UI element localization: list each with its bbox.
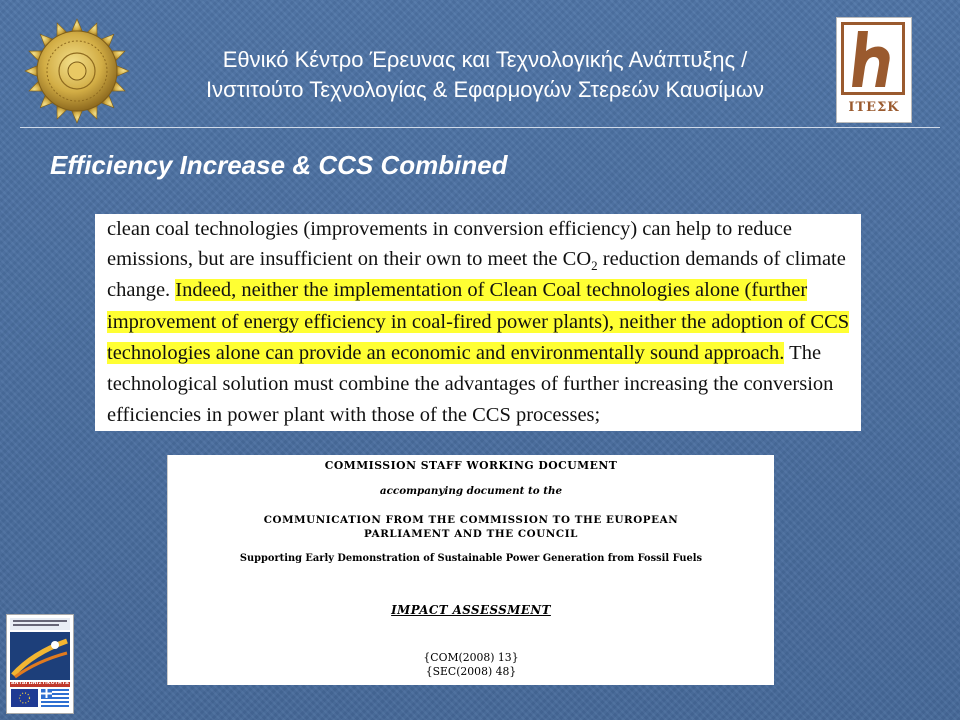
quote-highlighted-text: improvement of energy efficiency in coal-fired power plants), neither the adoption of CCS — [107, 311, 850, 333]
doc-impact-assessment: IMPACT ASSESSMENT — [391, 603, 551, 617]
itesk-logo-mark — [841, 22, 905, 95]
quote-line — [107, 400, 849, 430]
quote-text: clean coal technologies (improvements in conversion efficiency) can help to reduce — [107, 218, 792, 240]
institution-name-line1: Εθνικό Κέντρο Έρευνας και Τεχνολογικής Ανάπτυξης / — [222, 47, 748, 72]
quote-text: technological solution must combine the advantages of further increasing the conversion — [107, 373, 834, 395]
quote-text: efficiencies in power plant with those of the CCS processes; — [107, 404, 601, 426]
quote-highlighted-text: Indeed, neither the implementation of Clean Coal technologies alone (further — [175, 279, 808, 301]
doc-subject: Supporting Early Demonstration of Sustainable Power Generation from Fossil Fuels — [239, 553, 703, 564]
quote-text: reduction demands of climate — [597, 248, 846, 270]
sun-emblem-logo — [22, 16, 132, 126]
quote-line — [107, 214, 849, 244]
doc-reference-sec: {SEC(2008) 48} — [425, 665, 517, 678]
quote-line — [107, 275, 849, 305]
quote-text: change. — [107, 279, 176, 301]
quote-highlighted-text: technologies alone can provide an economic and environmentally sound approach. — [107, 342, 785, 364]
quote-line — [107, 307, 849, 337]
quote-text: The — [784, 342, 822, 364]
commission-document-image — [167, 455, 774, 685]
doc-heading: COMMISSION STAFF WORKING DOCUMENT — [324, 459, 618, 472]
quote-text: emissions, but are insufficient on their own to meet the CO — [107, 248, 592, 270]
doc-reference-com: {COM(2008) 13} — [423, 651, 519, 664]
quote-subscript: 2 — [591, 258, 598, 274]
institution-name-line2: Ινστιτούτο Τεχνολογίας & Εφαρμογών Στερεών Καυσίμων — [206, 77, 764, 102]
quote-line — [107, 244, 849, 274]
itesk-logo — [836, 17, 912, 123]
competitiveness-program-logo — [6, 614, 74, 714]
header-divider — [20, 127, 940, 128]
program-logo-caption: ΑΝΤΑΓΩΝΙΣΤΙΚΟΤΗΤΑ — [11, 681, 69, 686]
slide-title: Efficiency Increase & CCS Combined — [50, 150, 508, 180]
quote-excerpt-image — [95, 214, 861, 431]
quote-line — [107, 338, 849, 368]
doc-communication-line2: PARLIAMENT AND THE COUNCIL — [364, 528, 578, 540]
itesk-logo-text: ITEΣK — [848, 100, 900, 115]
institution-header — [140, 45, 830, 105]
quote-line — [107, 369, 849, 399]
doc-accompanying: accompanying document to the — [379, 485, 563, 497]
doc-communication-line1: COMMUNICATION FROM THE COMMISSION TO THE EUROPEAN — [263, 514, 679, 526]
